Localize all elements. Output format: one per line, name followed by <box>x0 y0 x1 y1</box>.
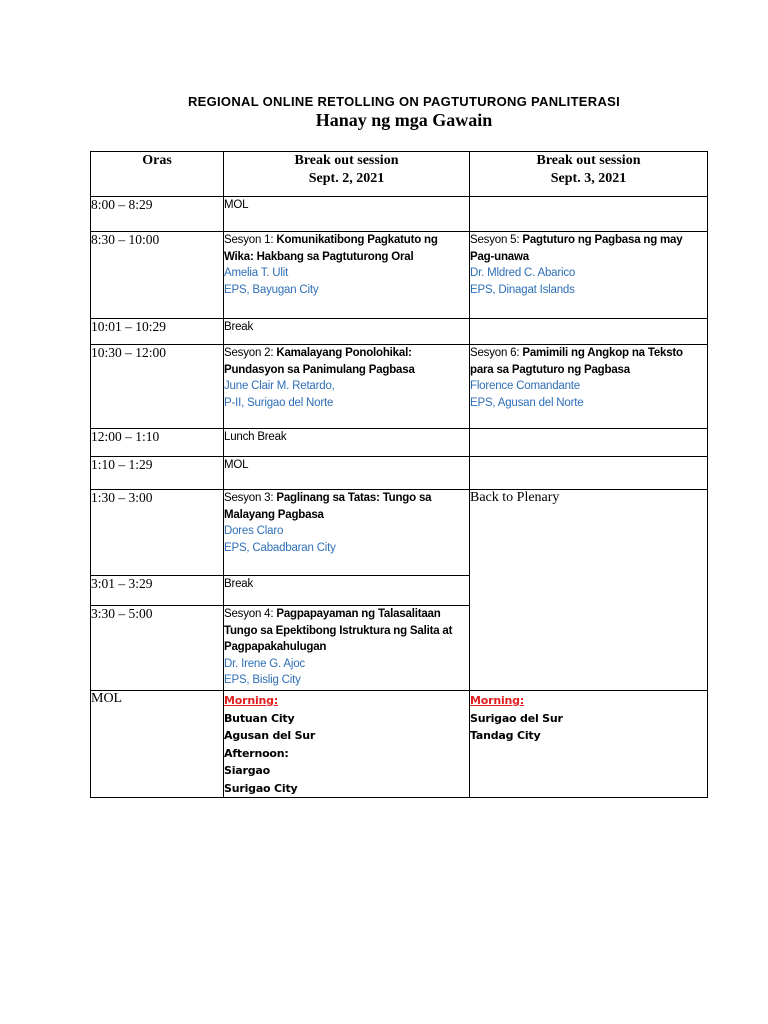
mol-location: Surigao del Sur <box>470 711 563 725</box>
time-cell: MOL <box>91 691 224 798</box>
session-prefix: Sesyon 5: <box>470 234 520 246</box>
day2-cell <box>470 319 708 345</box>
session-title: Paglinang sa Tatas: Tungo sa Malayang Pagbasa <box>224 492 432 521</box>
session-cell <box>470 232 708 319</box>
time-cell: 12:00 – 1:10 <box>91 429 224 457</box>
session-title: Kamalayang Ponolohikal: Pundasyon sa Panimulang Pagbasa <box>224 347 415 376</box>
table-row <box>91 691 708 798</box>
session-cell <box>224 490 470 576</box>
day1-cell: MOL <box>224 457 470 490</box>
mol-location: Tandag City <box>470 729 541 742</box>
mol-day1-cell <box>224 691 470 798</box>
speaker-org: P-II, Surigao del Norte <box>224 396 334 409</box>
session-cell <box>224 606 470 691</box>
schedule-table <box>90 151 708 798</box>
table-row <box>91 319 708 345</box>
session-prefix: Sesyon 1: <box>224 234 274 246</box>
time-cell: 1:10 – 1:29 <box>91 457 224 490</box>
session-title: Pamimili ng Angkop na Teksto para sa Pagtuturo ng Pagbasa <box>470 347 683 376</box>
session-cell <box>224 232 470 319</box>
time-cell: 8:00 – 8:29 <box>91 197 224 232</box>
header-day2: Break out session Sept. 3, 2021 <box>470 152 708 197</box>
day2-cell <box>470 457 708 490</box>
mol-location: Butuan City <box>224 711 295 725</box>
session-prefix: Sesyon 3: <box>224 492 274 504</box>
table-row <box>91 457 708 490</box>
time-cell: 3:01 – 3:29 <box>91 576 224 606</box>
day1-cell: Break <box>224 576 470 606</box>
session-prefix: Sesyon 6: <box>470 347 520 359</box>
speaker-org: EPS, Cabadbaran City <box>224 541 336 554</box>
session-title: Komunikatibong Pagkatuto ng Wika: Hakbang sa Pagtuturong Oral <box>224 234 438 263</box>
session-cell <box>224 345 470 429</box>
day2-cell <box>470 197 708 232</box>
session-prefix: Sesyon 2: <box>224 347 274 359</box>
morning-label: Morning: <box>224 694 279 707</box>
speaker-org: EPS, Bislig City <box>224 674 301 686</box>
mol-location: Siargao <box>224 764 270 777</box>
table-row <box>91 197 708 232</box>
time-cell: 3:30 – 5:00 <box>91 606 224 691</box>
speaker-name: Dores Claro <box>224 525 284 537</box>
speaker-name: Dr. Irene G. Ajoc <box>224 657 305 670</box>
mol-location: Agusan del Sur <box>224 729 316 742</box>
speaker-org: EPS, Agusan del Norte <box>470 396 584 409</box>
mol-location: Surigao City <box>224 781 298 795</box>
table-row <box>91 232 708 319</box>
speaker-name: June Clair M. Retardo, <box>224 380 335 392</box>
afternoon-label: Afternoon: <box>224 746 289 760</box>
session-title: Pagpapayaman ng Talasalitaan Tungo sa Epektibong Istruktura ng Salita at Pagpapakahulugan <box>224 608 453 653</box>
day1-cell: Lunch Break <box>224 429 470 457</box>
back-to-plenary-cell: Back to Plenary <box>470 490 708 691</box>
speaker-org: EPS, Bayugan City <box>224 283 319 296</box>
speaker-name: Amelia T. Ulit <box>224 267 289 279</box>
document-subtitle: Hanay ng mga Gawain <box>315 110 493 130</box>
session-title: Pagtuturo ng Pagbasa ng may Pag-unawa <box>470 234 683 263</box>
table-row <box>91 429 708 457</box>
time-cell: 10:01 – 10:29 <box>91 319 224 345</box>
document-title: REGIONAL ONLINE RETOLLING ON PAGTUTURONG PANLITERASI <box>187 94 621 109</box>
time-cell: 8:30 – 10:00 <box>91 232 224 319</box>
session-cell <box>470 345 708 429</box>
day1-cell: MOL <box>224 197 470 232</box>
day2-cell <box>470 429 708 457</box>
session-prefix: Sesyon 4: <box>224 608 274 620</box>
day1-cell: Break <box>224 319 470 345</box>
header-day1: Break out session Sept. 2, 2021 <box>224 152 470 197</box>
speaker-name: Dr. Mldred C. Abarico <box>470 267 576 279</box>
table-row <box>91 345 708 429</box>
header-oras: Oras <box>91 152 224 197</box>
time-cell: 1:30 – 3:00 <box>91 490 224 576</box>
speaker-name: Florence Comandante <box>470 380 580 392</box>
morning-label: Morning: <box>470 694 525 707</box>
mol-day2-cell <box>470 691 708 798</box>
table-header-row <box>91 152 708 197</box>
table-row <box>91 490 708 576</box>
speaker-org: EPS, Dinagat Islands <box>470 283 575 296</box>
time-cell: 10:30 – 12:00 <box>91 345 224 429</box>
